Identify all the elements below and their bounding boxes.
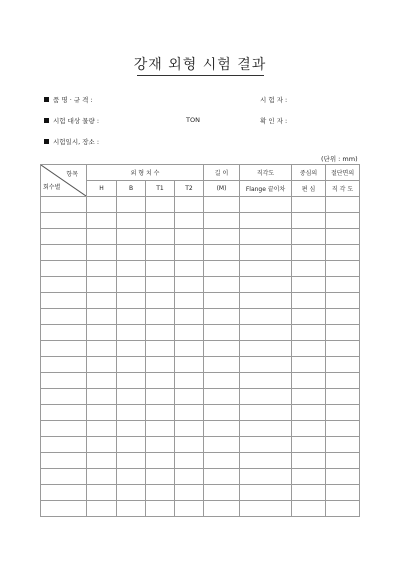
test-datetime-label: 시험일시, 장소 :: [53, 138, 100, 146]
table-row: [41, 229, 360, 245]
table-cell[interactable]: [175, 309, 204, 325]
table-cell[interactable]: [41, 309, 87, 325]
dimension-header: 외 형 치 수: [87, 165, 204, 181]
table-cell[interactable]: [175, 197, 204, 213]
table-cell[interactable]: [204, 405, 240, 421]
table-cell[interactable]: [41, 245, 87, 261]
diagonal-line: [41, 165, 86, 196]
table-cell[interactable]: [204, 197, 240, 213]
test-object-label: 시험 대상 물량 :: [53, 117, 100, 125]
table-cell[interactable]: [326, 421, 360, 437]
table-cell[interactable]: [146, 373, 175, 389]
dim-col-h: H: [87, 181, 117, 197]
dim-col-t2: T2: [175, 181, 204, 197]
table-row: [41, 277, 360, 293]
table-cell[interactable]: [204, 421, 240, 437]
table-cell[interactable]: [41, 485, 87, 501]
table-cell[interactable]: [204, 453, 240, 469]
table-cell[interactable]: [326, 213, 360, 229]
table-cell[interactable]: [87, 357, 117, 373]
table-cell[interactable]: [326, 389, 360, 405]
table-cell[interactable]: [326, 485, 360, 501]
table-cell[interactable]: [175, 421, 204, 437]
squareness-header-bottom: Flange 끝이차: [240, 181, 292, 197]
table-cell[interactable]: [292, 453, 326, 469]
cut-header-bottom: 직 각 도: [326, 181, 360, 197]
object-unit: TON: [186, 116, 200, 124]
table-cell[interactable]: [87, 229, 117, 245]
table-cell[interactable]: [240, 485, 292, 501]
table-cell[interactable]: [146, 229, 175, 245]
product-spec-label: 품 명 · 규 격 :: [53, 96, 93, 104]
title-underline: [137, 75, 264, 76]
table-cell[interactable]: [41, 421, 87, 437]
dim-col-b: B: [117, 181, 146, 197]
table-cell[interactable]: [146, 453, 175, 469]
table-cell[interactable]: [292, 277, 326, 293]
table-row: [41, 357, 360, 373]
table-cell[interactable]: [117, 261, 146, 277]
table-cell[interactable]: [175, 277, 204, 293]
table-row: [41, 501, 360, 517]
table-cell[interactable]: [292, 389, 326, 405]
table-cell[interactable]: [326, 405, 360, 421]
table-cell[interactable]: [87, 213, 117, 229]
table-cell[interactable]: [87, 341, 117, 357]
table-cell[interactable]: [175, 229, 204, 245]
table-cell[interactable]: [41, 453, 87, 469]
table-cell[interactable]: [41, 229, 87, 245]
table-cell[interactable]: [87, 277, 117, 293]
table-cell[interactable]: [117, 453, 146, 469]
table-cell[interactable]: [175, 325, 204, 341]
table-cell[interactable]: [146, 389, 175, 405]
table-cell[interactable]: [326, 325, 360, 341]
table-cell[interactable]: [146, 485, 175, 501]
length-header-top: 길 이: [204, 165, 240, 181]
table-cell[interactable]: [240, 421, 292, 437]
table-cell[interactable]: [204, 373, 240, 389]
table-row: [41, 453, 360, 469]
table-cell[interactable]: [326, 453, 360, 469]
table-cell[interactable]: [292, 485, 326, 501]
table-row: [41, 197, 360, 213]
table-cell[interactable]: [117, 309, 146, 325]
table-cell[interactable]: [87, 325, 117, 341]
table-cell[interactable]: [87, 485, 117, 501]
table-cell[interactable]: [292, 469, 326, 485]
table-row: [41, 437, 360, 453]
table-cell[interactable]: [41, 293, 87, 309]
table-cell[interactable]: [175, 245, 204, 261]
table-cell[interactable]: [204, 469, 240, 485]
table-cell[interactable]: [292, 325, 326, 341]
table-cell[interactable]: [146, 469, 175, 485]
table-cell[interactable]: [87, 453, 117, 469]
table-row: [41, 309, 360, 325]
table-cell[interactable]: [146, 245, 175, 261]
table-cell[interactable]: [117, 325, 146, 341]
table-cell[interactable]: [240, 405, 292, 421]
confirmer-label: 확 인 자 :: [260, 117, 288, 125]
table-cell[interactable]: [175, 389, 204, 405]
table-cell[interactable]: [146, 437, 175, 453]
table-cell[interactable]: [146, 197, 175, 213]
length-header-bottom: (M): [204, 181, 240, 197]
table-cell[interactable]: [240, 277, 292, 293]
table-cell[interactable]: [41, 373, 87, 389]
table-row: [41, 341, 360, 357]
table-cell[interactable]: [240, 229, 292, 245]
table-row: [41, 213, 360, 229]
table-row: [41, 405, 360, 421]
table-cell[interactable]: [240, 341, 292, 357]
table-cell[interactable]: [117, 229, 146, 245]
table-cell[interactable]: [41, 389, 87, 405]
table-cell[interactable]: [146, 293, 175, 309]
table-cell[interactable]: [41, 261, 87, 277]
table-cell[interactable]: [240, 373, 292, 389]
table-cell[interactable]: [326, 197, 360, 213]
corner-round-label: 회수별: [43, 184, 61, 191]
table-cell[interactable]: [175, 293, 204, 309]
product-spec-field: [44, 95, 93, 104]
square-bullet-icon: [44, 118, 49, 123]
table-cell[interactable]: [41, 325, 87, 341]
table-cell[interactable]: [240, 245, 292, 261]
table-cell[interactable]: [117, 357, 146, 373]
table-cell[interactable]: [87, 389, 117, 405]
table-cell[interactable]: [240, 469, 292, 485]
table-cell[interactable]: [204, 437, 240, 453]
table-cell[interactable]: [240, 293, 292, 309]
table-cell[interactable]: [87, 437, 117, 453]
cut-header-top: 절단면의: [326, 165, 360, 181]
table-cell[interactable]: [117, 469, 146, 485]
table-cell[interactable]: [292, 341, 326, 357]
table-cell[interactable]: [41, 469, 87, 485]
table-cell[interactable]: [240, 357, 292, 373]
table-cell[interactable]: [204, 389, 240, 405]
table-cell[interactable]: [87, 501, 117, 517]
table-cell[interactable]: [292, 405, 326, 421]
table-cell[interactable]: [146, 501, 175, 517]
table-cell[interactable]: [117, 277, 146, 293]
table-cell[interactable]: [87, 293, 117, 309]
table-cell[interactable]: [41, 437, 87, 453]
table-cell[interactable]: [117, 437, 146, 453]
table-cell[interactable]: [292, 245, 326, 261]
table-cell[interactable]: [87, 469, 117, 485]
table-cell[interactable]: [41, 277, 87, 293]
square-bullet-icon: [44, 97, 49, 102]
table-cell[interactable]: [240, 453, 292, 469]
table-cell[interactable]: [87, 197, 117, 213]
table-cell[interactable]: [204, 501, 240, 517]
table-cell[interactable]: [175, 501, 204, 517]
table-cell[interactable]: [204, 325, 240, 341]
table-cell[interactable]: [117, 213, 146, 229]
table-cell[interactable]: [175, 405, 204, 421]
table-cell[interactable]: [175, 341, 204, 357]
table-cell[interactable]: [146, 325, 175, 341]
table-cell[interactable]: [326, 469, 360, 485]
table-cell[interactable]: [87, 405, 117, 421]
table-cell[interactable]: [146, 421, 175, 437]
table-cell[interactable]: [146, 277, 175, 293]
unit-note: (단위 : mm): [321, 155, 358, 163]
table-cell[interactable]: [41, 197, 87, 213]
table-cell[interactable]: [175, 261, 204, 277]
table-cell[interactable]: [292, 197, 326, 213]
table-cell[interactable]: [292, 357, 326, 373]
dim-col-t1: T1: [146, 181, 175, 197]
table-cell[interactable]: [326, 501, 360, 517]
table-row: [41, 245, 360, 261]
table-cell[interactable]: [146, 341, 175, 357]
confirmer-field: [260, 116, 287, 125]
table-cell[interactable]: [175, 469, 204, 485]
table-cell[interactable]: [117, 421, 146, 437]
table-cell[interactable]: [326, 341, 360, 357]
table-cell[interactable]: [326, 229, 360, 245]
table-cell[interactable]: [117, 245, 146, 261]
table-cell[interactable]: [292, 293, 326, 309]
corner-header: [41, 165, 87, 197]
table-cell[interactable]: [204, 261, 240, 277]
table-cell[interactable]: [292, 229, 326, 245]
table-row: [41, 325, 360, 341]
table-cell[interactable]: [175, 357, 204, 373]
table-cell[interactable]: [87, 245, 117, 261]
table-cell[interactable]: [204, 277, 240, 293]
test-object-field: [44, 116, 99, 125]
table-cell[interactable]: [117, 197, 146, 213]
table-cell[interactable]: [326, 293, 360, 309]
table-cell[interactable]: [240, 325, 292, 341]
table-cell[interactable]: [204, 357, 240, 373]
results-table: [40, 164, 360, 517]
table-cell[interactable]: [326, 245, 360, 261]
document-title: 강재 외형 시험 결과: [133, 57, 267, 73]
table-cell[interactable]: [146, 309, 175, 325]
table-cell[interactable]: [326, 357, 360, 373]
table-cell[interactable]: [175, 213, 204, 229]
table-cell[interactable]: [41, 213, 87, 229]
table-cell[interactable]: [240, 309, 292, 325]
table-cell[interactable]: [146, 261, 175, 277]
table-cell[interactable]: [41, 501, 87, 517]
table-cell[interactable]: [146, 213, 175, 229]
test-datetime-field: [44, 137, 99, 146]
table-cell[interactable]: [87, 309, 117, 325]
tester-field: [260, 95, 287, 104]
table-cell[interactable]: [292, 437, 326, 453]
table-cell[interactable]: [175, 437, 204, 453]
eccentric-header-bottom: 편 심: [292, 181, 326, 197]
table-cell[interactable]: [117, 293, 146, 309]
table-cell[interactable]: [204, 213, 240, 229]
table-cell[interactable]: [326, 277, 360, 293]
table-cell[interactable]: [204, 229, 240, 245]
table-cell[interactable]: [204, 245, 240, 261]
table-cell[interactable]: [292, 421, 326, 437]
table-row: [41, 293, 360, 309]
table-cell[interactable]: [41, 405, 87, 421]
table-cell[interactable]: [175, 485, 204, 501]
table-cell[interactable]: [146, 357, 175, 373]
table-cell[interactable]: [326, 437, 360, 453]
table-row: [41, 469, 360, 485]
table-cell[interactable]: [326, 309, 360, 325]
square-bullet-icon: [44, 139, 49, 144]
table-cell[interactable]: [117, 341, 146, 357]
table-cell[interactable]: [292, 373, 326, 389]
table-cell[interactable]: [292, 213, 326, 229]
table-cell[interactable]: [240, 197, 292, 213]
table-row: [41, 261, 360, 277]
table-cell[interactable]: [204, 341, 240, 357]
table-cell[interactable]: [117, 501, 146, 517]
table-cell[interactable]: [326, 261, 360, 277]
table-row: [41, 485, 360, 501]
table-cell[interactable]: [292, 309, 326, 325]
table-cell[interactable]: [292, 261, 326, 277]
table-cell[interactable]: [117, 405, 146, 421]
table-cell[interactable]: [41, 341, 87, 357]
table-cell[interactable]: [175, 373, 204, 389]
table-cell[interactable]: [87, 421, 117, 437]
table-row: [41, 373, 360, 389]
table-cell[interactable]: [240, 261, 292, 277]
table-row: [41, 421, 360, 437]
table-cell[interactable]: [240, 501, 292, 517]
table-cell[interactable]: [204, 485, 240, 501]
table-cell[interactable]: [175, 453, 204, 469]
table-cell[interactable]: [204, 309, 240, 325]
eccentric-header-top: 중심의: [292, 165, 326, 181]
table-cell[interactable]: [87, 373, 117, 389]
table-cell[interactable]: [204, 293, 240, 309]
squareness-header-top: 직각도: [240, 165, 292, 181]
table-cell[interactable]: [117, 373, 146, 389]
table-row: [41, 389, 360, 405]
tester-label: 시 험 자 :: [260, 96, 288, 104]
table-cell[interactable]: [240, 437, 292, 453]
corner-item-label: 항목: [66, 171, 78, 178]
table-cell[interactable]: [117, 389, 146, 405]
table-cell[interactable]: [292, 501, 326, 517]
table-cell[interactable]: [326, 373, 360, 389]
table-cell[interactable]: [240, 213, 292, 229]
table-cell[interactable]: [240, 389, 292, 405]
table-cell[interactable]: [117, 485, 146, 501]
table-cell[interactable]: [87, 261, 117, 277]
table-cell[interactable]: [41, 357, 87, 373]
table-cell[interactable]: [146, 405, 175, 421]
